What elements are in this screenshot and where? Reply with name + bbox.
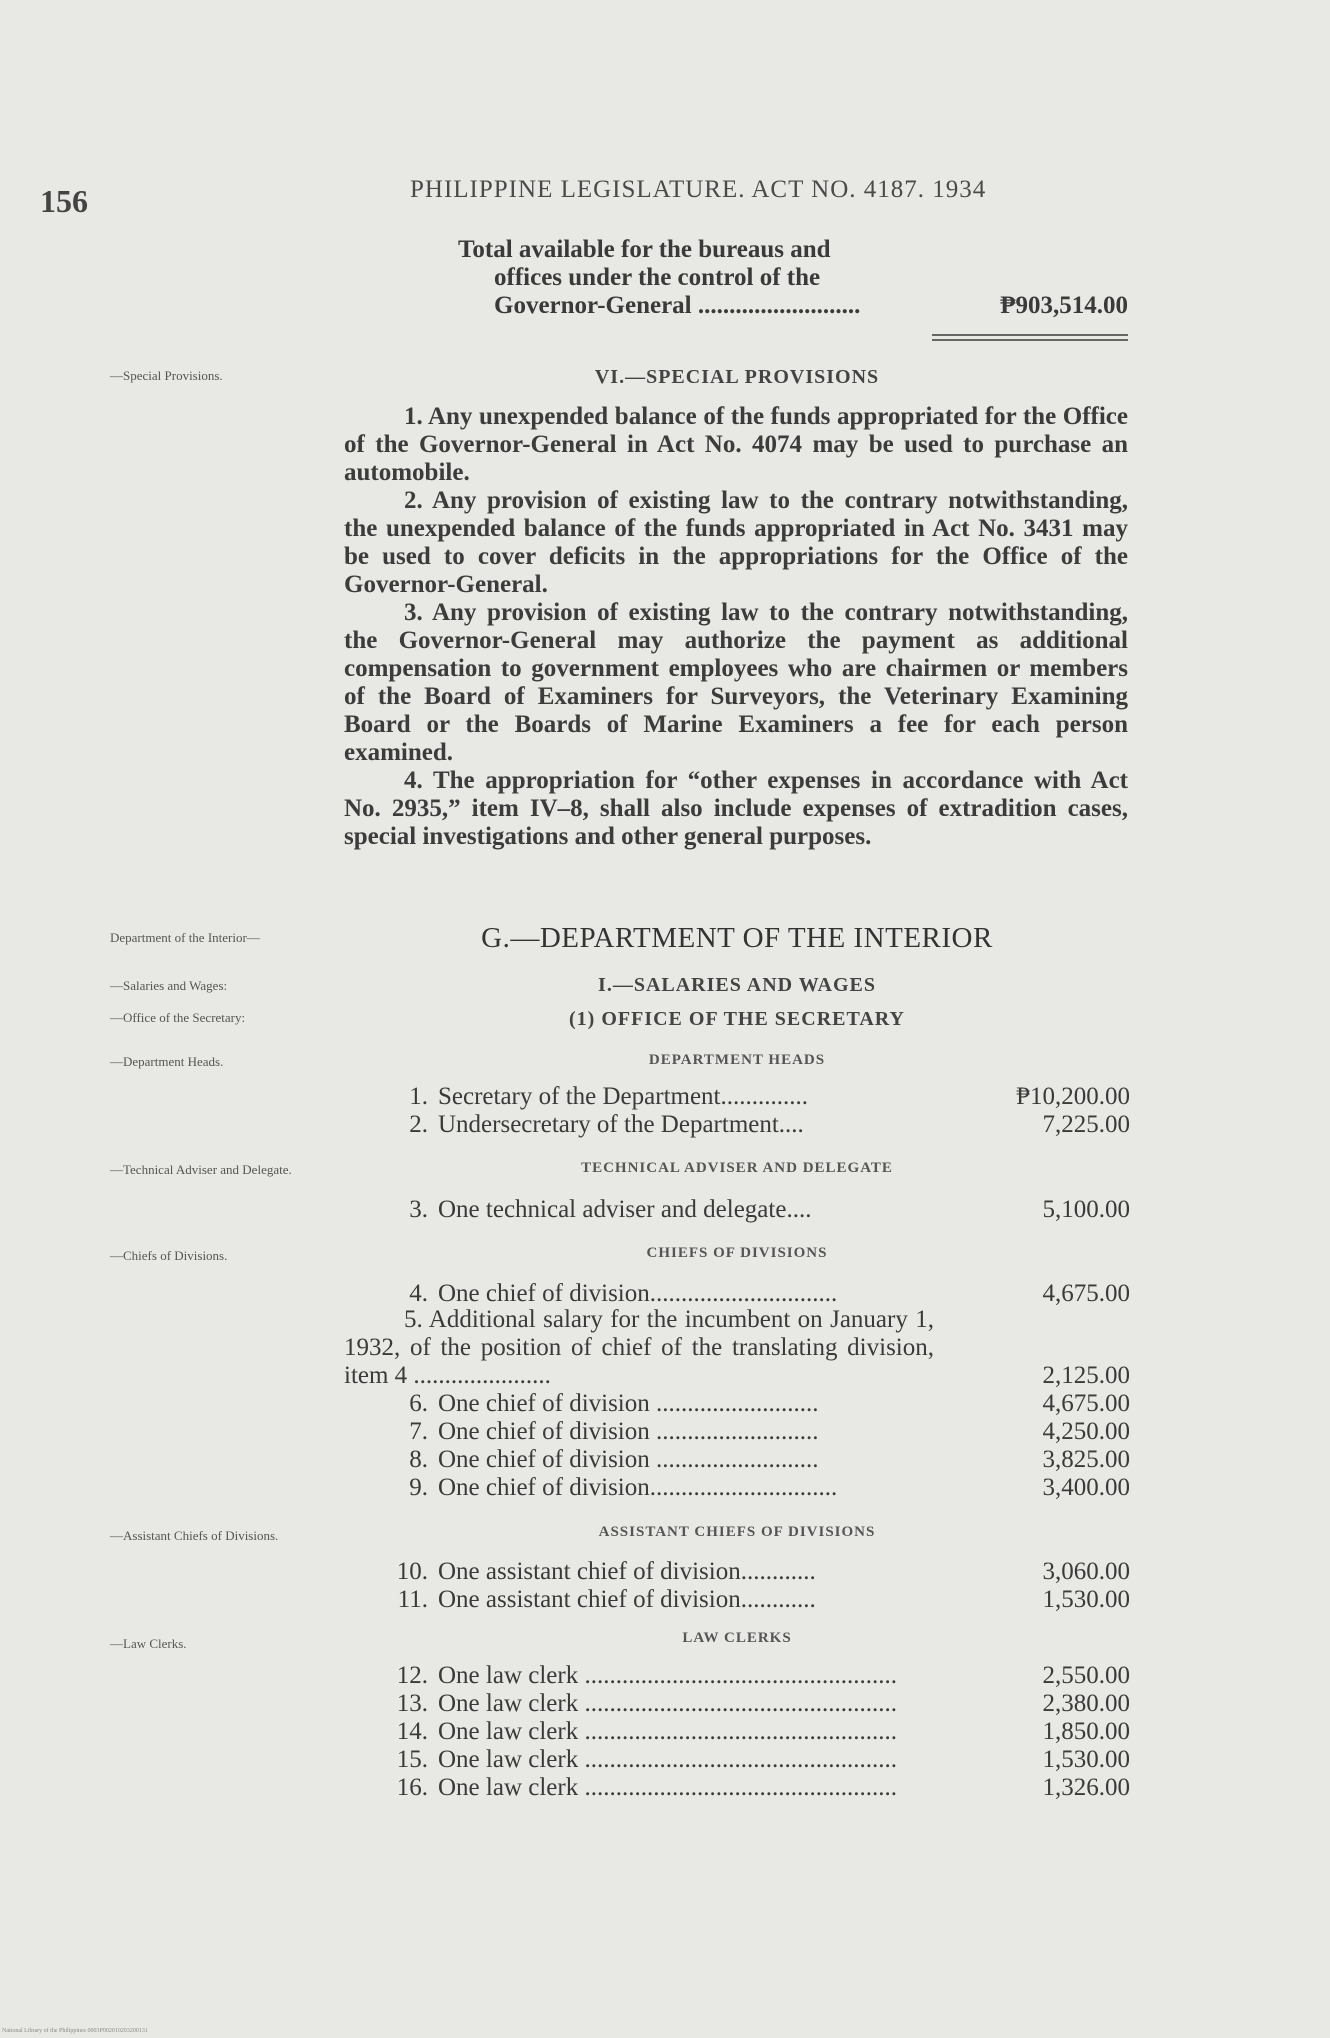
item-description: One chief of division..............................: [438, 1474, 838, 1501]
provision-2: 2. Any provision of existing law to the contrary notwithstanding, the unexpended balance of the funds appropriated in Act No. 3431 may be used to cover deficits in the appropriations for the Office of the Governor-General.: [344, 487, 1128, 598]
item-5-amount: 2,125.00: [1042, 1362, 1130, 1389]
page-number: 156: [40, 183, 88, 219]
item-amount: 4,675.00: [1042, 1390, 1130, 1417]
item-amount: 1,326.00: [1042, 1774, 1130, 1801]
item-description: One law clerk ..................................................: [438, 1774, 897, 1801]
item-number: 8.: [409, 1446, 428, 1473]
margin-note-special-provisions: —Special Provisions.: [110, 368, 223, 383]
salary-item: [344, 1474, 1130, 1502]
dept-heads-heading: DEPARTMENT HEADS: [648, 1052, 826, 1068]
office-heading: (1) OFFICE OF THE SECRETARY: [569, 1008, 905, 1030]
salary-item: [344, 1662, 1130, 1690]
special-provisions-text: [344, 403, 1128, 851]
margin-note-law-clerks: —Law Clerks.: [110, 1636, 187, 1651]
item-description: One law clerk ..................................................: [438, 1662, 897, 1689]
double-rule-top: [932, 334, 1128, 336]
salary-item-5: [344, 1306, 934, 1390]
item-number: 9.: [409, 1474, 428, 1501]
total-line-2: offices under the control of the: [494, 264, 821, 291]
item-amount: 3,825.00: [1042, 1446, 1130, 1473]
salaries-heading: I.—SALARIES AND WAGES: [598, 974, 876, 996]
item-description: One assistant chief of division............: [438, 1558, 816, 1585]
margin-note-dept-heads: —Department Heads.: [110, 1054, 224, 1069]
item-number: 2.: [409, 1111, 428, 1138]
item-number: 13.: [396, 1690, 428, 1717]
item-amount: 4,250.00: [1042, 1418, 1130, 1445]
item-amount: 4,675.00: [1042, 1280, 1130, 1307]
salary-item: [344, 1390, 1130, 1418]
item-number: 3.: [409, 1196, 428, 1223]
double-rule-bottom: [932, 339, 1128, 341]
item-amount: 7,225.00: [1042, 1111, 1130, 1138]
item-number: 10.: [396, 1558, 428, 1585]
salary-item: [344, 1718, 1130, 1746]
item-description: One chief of division..............................: [438, 1280, 838, 1307]
salary-item: [344, 1558, 1130, 1586]
salary-item: [344, 1083, 1130, 1111]
item-description: One chief of division ..........................: [438, 1390, 819, 1417]
provision-3: 3. Any provision of existing law to the contrary notwithstanding, the Governor-General may authorize the payment as additional compensation to government employees who are chairmen or members of the Board of Examiners for Surveyors, the Veterinary Examining Board or the Boards of Marine Examiners a fee for each person examined.: [344, 599, 1128, 766]
item-number: 14.: [396, 1718, 428, 1745]
item-5-description: 5. Additional salary for the incumbent on January 1, 1932, of the position of chief of the translating division, item 4 ......................: [344, 1306, 934, 1389]
item-description: One law clerk ..................................................: [438, 1690, 897, 1717]
item-description: One chief of division ..........................: [438, 1418, 819, 1445]
total-line-3: Governor-General ..........................: [494, 292, 861, 319]
item-amount: 5,100.00: [1042, 1196, 1130, 1223]
item-amount: 2,380.00: [1042, 1690, 1130, 1717]
salary-item: [344, 1690, 1130, 1718]
item-description: Undersecretary of the Department....: [438, 1111, 804, 1138]
special-provisions-heading: VI.—SPECIAL PROVISIONS: [594, 366, 880, 388]
salary-item: [344, 1418, 1130, 1446]
item-number: 12.: [396, 1662, 428, 1689]
salary-item: [344, 1446, 1130, 1474]
margin-note-department: Department of the Interior—: [110, 930, 260, 945]
total-amount: ₱903,514.00: [1000, 292, 1128, 319]
item-amount: 3,060.00: [1042, 1558, 1130, 1585]
item-description: One law clerk ..................................................: [438, 1746, 897, 1773]
item-number: 7.: [409, 1418, 428, 1445]
item-amount: 2,550.00: [1042, 1662, 1130, 1689]
item-amount: 1,530.00: [1042, 1586, 1130, 1613]
item-amount: 1,530.00: [1042, 1746, 1130, 1773]
margin-note-technical: —Technical Adviser and Delegate.: [110, 1162, 292, 1177]
item-number: 6.: [409, 1390, 428, 1417]
running-head: PHILIPPINE LEGISLATURE. ACT NO. 4187. 1934: [410, 176, 987, 203]
item-number: 11.: [397, 1586, 428, 1613]
assistant-heading: ASSISTANT CHIEFS OF DIVISIONS: [598, 1524, 876, 1540]
margin-note-assistant: —Assistant Chiefs of Divisions.: [110, 1528, 279, 1543]
item-number: 4.: [409, 1280, 428, 1307]
law-clerks-heading: LAW CLERKS: [682, 1630, 792, 1646]
chiefs-heading: CHIEFS OF DIVISIONS: [646, 1245, 828, 1261]
salary-item: [344, 1586, 1130, 1614]
provision-1: 1. Any unexpended balance of the funds appropriated for the Office of the Governor-General in Act No. 4074 may be used to purchase an automobile.: [344, 403, 1128, 486]
item-description: One technical adviser and delegate....: [438, 1196, 812, 1223]
item-number: 15.: [396, 1746, 428, 1773]
item-amount: 3,400.00: [1042, 1474, 1130, 1501]
scan-footer: National Library of the Philippines 0003P002010203200131: [2, 2028, 148, 2034]
item-description: One assistant chief of division............: [438, 1586, 816, 1613]
department-title: G.—DEPARTMENT OF THE INTERIOR: [481, 922, 993, 954]
item-number: 16.: [396, 1774, 428, 1801]
margin-note-chiefs: —Chiefs of Divisions.: [110, 1248, 228, 1263]
total-block: [458, 236, 1128, 320]
margin-note-salaries: —Salaries and Wages:: [110, 978, 228, 993]
provision-4: 4. The appropriation for “other expenses in accordance with Act No. 2935,” item IV–8, shall also include expenses of extradition cases, special investigations and other general purposes.: [344, 767, 1128, 850]
salary-item: [344, 1111, 1130, 1139]
item-number: 1.: [409, 1083, 428, 1110]
item-amount: 1,850.00: [1042, 1718, 1130, 1745]
item-amount: ₱10,200.00: [1016, 1083, 1130, 1110]
salary-item: [344, 1774, 1130, 1802]
item-description: Secretary of the Department..............: [438, 1083, 809, 1110]
salary-item: [344, 1196, 1130, 1224]
technical-heading: TECHNICAL ADVISER AND DELEGATE: [581, 1160, 893, 1176]
total-line-1: Total available for the bureaus and: [458, 236, 831, 263]
salary-item: [344, 1280, 1130, 1308]
item-description: One law clerk ..................................................: [438, 1718, 897, 1745]
margin-note-office: —Office of the Secretary:: [110, 1010, 246, 1025]
item-description: One chief of division ..........................: [438, 1446, 819, 1473]
salary-item: [344, 1746, 1130, 1774]
